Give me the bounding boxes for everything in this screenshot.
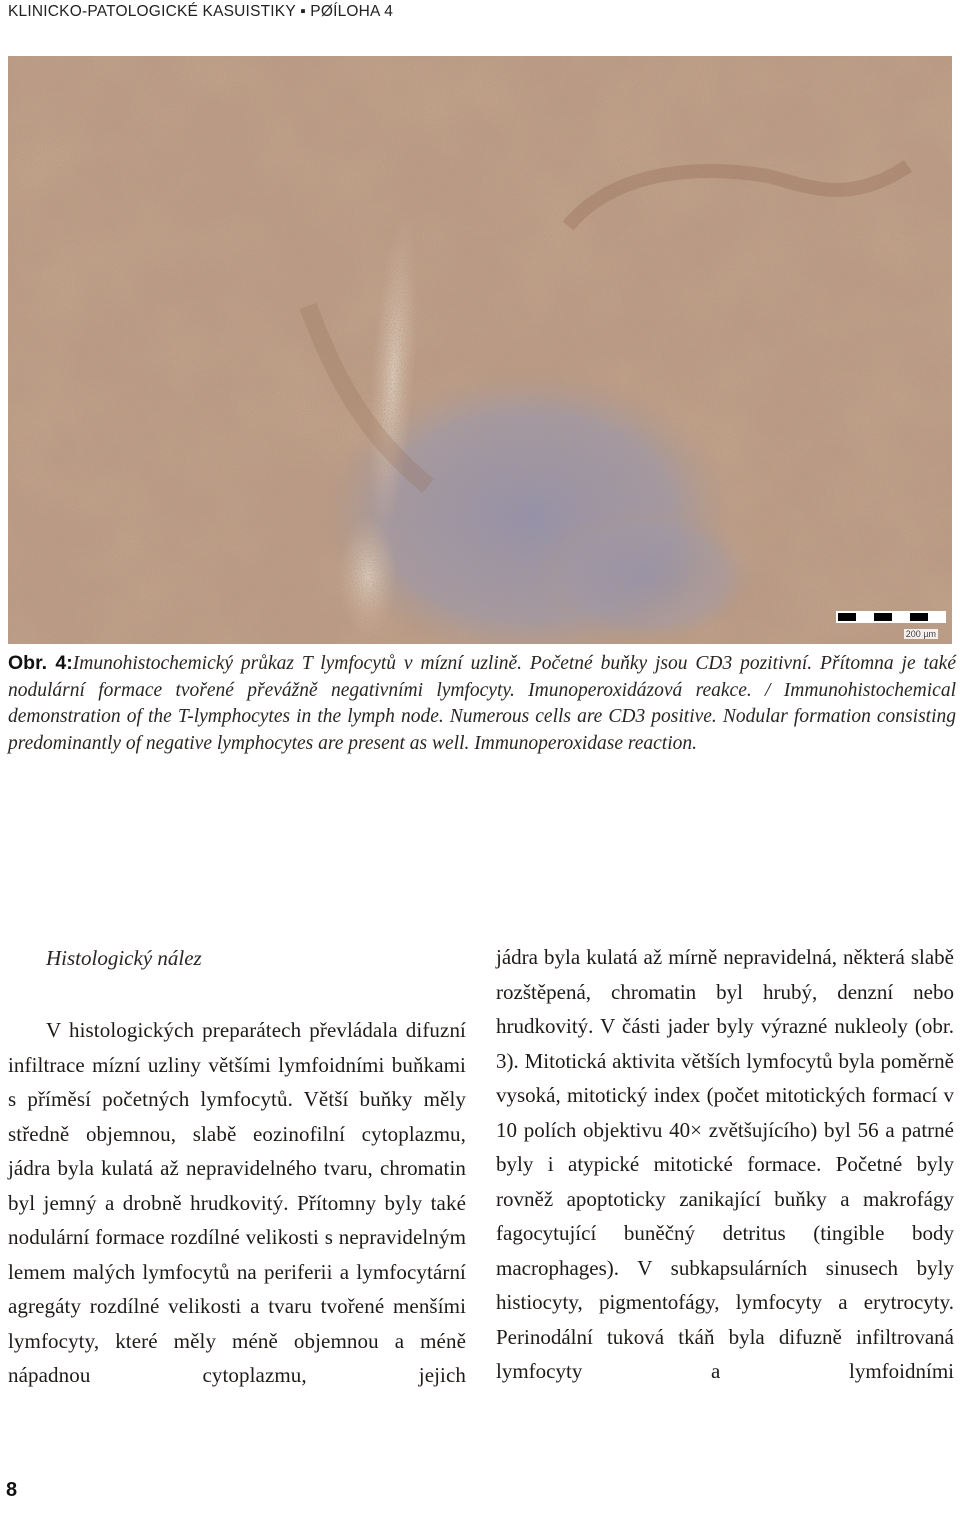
- caption-label: Obr. 4:: [8, 652, 73, 674]
- caption-text: Imunohistochemický průkaz T lymfocytů v mízní uzlině. Početné buňky jsou CD3 pozitivní. Přítomna je také nodulární formace tvořené převážně negativními lymfocyty. Imunoperoxidázová reakce. / Immunohistochemical demonstration of the T-lymphocytes in the lymph node. Numerous cells are CD3 positive. Nodular formation consisting predominantly of negative lymphocytes are present as well. Immunoperoxidase reaction.: [8, 653, 956, 754]
- histology-micrograph: [8, 56, 952, 644]
- left-column-paragraph: V histologických preparátech převládala difuzní infiltrace mízní uzliny většími lymfoidními buňkami s příměsí početných lymfocytů. Větší buňky měly středně objemnou, slabě eozinofilní cytoplazmu, jádra byla kulatá až nepravidelného tvaru, chromatin byl jemný a drobně hrudkovitý. Přítomny byly také nodulární formace rozdílné velikosti s nepravidelným lemem malých lymfocytů na periferii a lymfocytární agregáty rozdílné velikosti a tvaru tvořené menšími lymfocyty, které měly méně objemnou a méně nápadnou cytoplazmu, jejich: [8, 1018, 466, 1387]
- micrograph-image: [8, 56, 952, 644]
- figure-caption: [8, 650, 956, 757]
- scale-bar: [836, 611, 946, 623]
- section-heading: Histologický nález: [46, 946, 202, 970]
- left-column: [8, 943, 466, 1393]
- right-column-paragraph: jádra byla kulatá až mírně nepravidelná, některá slabě rozštěpená, chromatin byl hrubý, denzní nebo hrudkovitý. V části jader byly výrazné nukleoly (obr. 3). Mitotická aktivita větších lymfocytů byla poměrně vysoká, mitotický index (počet mitotických formací v 10 polích objektivu 40× zvětšujícího) byl 56 a patrné byly i atypické mitotické formace. Početné byly rovněž apoptoticky zanikající buňky a makrofágy fagocytující buněčný detritus (tingible body macrophages). V subkapsulárních sinusech byly histiocyty, pigmentofágy, lymfocyty a erytrocyty. Perinodální tuková tkáň byla difuzně infiltrovaná lymfocyty a lymfoidními: [496, 945, 954, 1383]
- scale-bar-label: 200 µm: [905, 629, 936, 639]
- page-number: 8: [6, 1479, 18, 1501]
- right-column: [496, 943, 954, 1389]
- running-head: KLINICKO-PATOLOGICKÉ KASUISTIKY ▪ PØÍLOHA 4: [8, 3, 394, 20]
